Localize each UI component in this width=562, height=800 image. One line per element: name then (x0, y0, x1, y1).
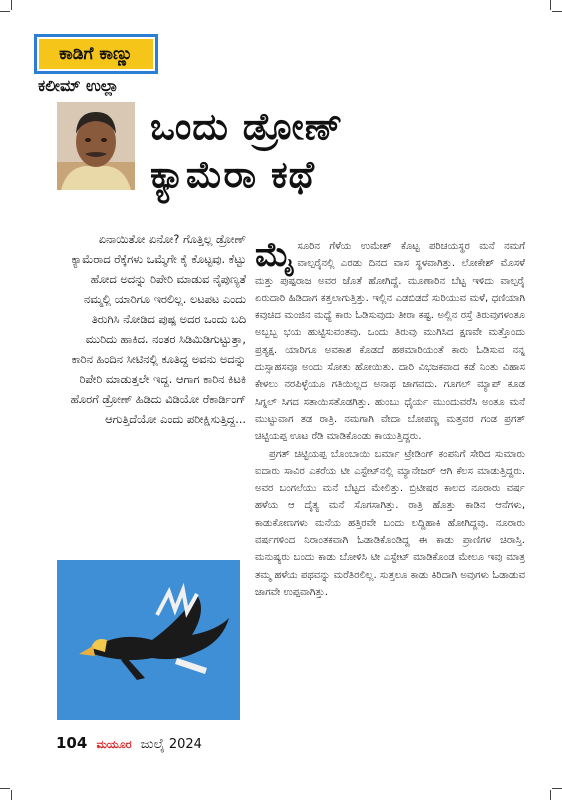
body-paragraph: ಪ್ರಗತ್ ಚಿಟ್ಟಿಯಪ್ಪ ಬೊಂಬಾಯಿ ಬರ್ಮಾ ಟ್ರೇಡಿಂಗ್ ಕಂಪನಿಗೆ ಸೇರಿದ ಸುಮಾರು ಐದಾರು ಸಾವಿರ ಎಕರೆಯ ಟೀ ಎಸ್ಟೇಟ್‌ನಲ್ಲಿ ಮ್ಯಾನೇಜರ್ ಆಗಿ ಕೆಲಸ ಮಾಡುತ್ತಿದ್ದರು. ಅವರ ಬಂಗಲೆಯು ಮನೆ ಬೆಟ್ಟದ ಮೇಲಿತ್ತು. ಬ್ರಿಟೀಷರ ಕಾಲದ ನೂರಾರು ವರ್ಷ ಹಳೆಯ ಆ ದೈತ್ಯ ಮನೆ ಸೊಗಸಾಗಿತ್ತು. ರಾತ್ರಿ ಹೊತ್ತು ಕಾಡಿನ ಆನೆಗಳು, ಕಾಡುಕೋಣಗಳು ಮನೆಯ ಹತ್ತಿರವೇ ಬಂದು ಲದ್ದಿಹಾಕಿ ಹೋಗಿದ್ದವು. ನೂರಾರು ವರ್ಷಗಳಿಂದ ನಿರಾಂತಕವಾಗಿ ಓಡಾಡಿಕೊಂಡಿದ್ದ ಈ ಕಾಡು ಪ್ರಾಣಿಗಳ ಚಿರಾಸ್ತಿ. ಮನುಷ್ಯರು ಬಂದು ಕಾಡು ಬೋಳಿಸಿ ಟೀ ಎಸ್ಟೇಟ್ ಮಾಡಿಕೊಂಡ ಮೇಲೂ ಇವು ಮಾತ್ರ ತಮ್ಮ ಹಳೆಯ ಪಥವನ್ನು ಮರೆತಿರಲಿಲ್ಲ. ಸುತ್ತಲೂ ಕಾಡು ಕಿರಿದಾಗಿ ಅವುಗಳು ಓಡಾಡುವ ಜಾಗವೇ ಉಪ್ಪವಾಗಿತ್ತು. (255, 448, 525, 598)
hornbill-photo (57, 560, 240, 720)
column-tag-label: ಕಾಡಿಗೆ ಕಾಣ್ಣು (59, 44, 133, 64)
crop-mark (0, 788, 10, 789)
author-name: ಕಲೀಮ್ ಉಲ್ಲಾ (38, 76, 119, 95)
page-number: 104 (56, 734, 88, 752)
drop-cap: ಮೈ (255, 235, 295, 275)
crop-mark (550, 0, 551, 10)
article-body (255, 235, 525, 601)
magazine-name: ಮಯೂರ (96, 738, 132, 751)
article-title (150, 102, 530, 198)
page-footer (56, 734, 202, 752)
crop-mark (552, 788, 562, 789)
body-paragraph-1-text: ಸೂರಿನ ಗೆಳೆಯ ಉಮೇಶ್ ಕೊಟ್ಟ ಪರಿಚಯಸ್ಥರ ಮನೆ ನಮಗೆ ವಾಲ್ಪರೈನಲ್ಲಿ ಎರಡು ದಿನದ ವಾಸ ಸ್ಥಳವಾಗಿತ್ತು. ಲೋಕೇಶ್ ಮೊಸಳೆ ಮತ್ತು ಪುಷ್ಪರಾಜ ಅವರ ಜೊತೆ ಹೋಗಿದ್ದೆ. ಮೂಣಾರಿನ ಬೆಟ್ಟ ಇಳಿದು ವಾಲ್ಪರೈ ಏರುದಾರಿ ಹಿಡಿದಾಗ ಕತ್ತಲಾಗುತ್ತಿತ್ತು. ಇಲ್ಲಿನ ಎಡಬಿಡದೆ ಸುರಿಯುವ ಮಳೆ, ಧಣಿಯಾಗಿ ಕವುಚಿದ ಮಂಜಿನ ಮಧ್ಯೆ ಕಾರು ಓಡಿಸುವುದು ತೀರಾ ಕಷ್ಟ. ಅಲ್ಲಿನ ರಸ್ತೆ ತಿರುವುಗಳಂತೂ ಅಬ್ಬಬ್ಬ ಭಯ ಹುಟ್ಟಿಸುವಂತವು. ಒಂದು ತಿರುವು ಮುಗಿಸಿದ ಕ್ಷಣವೇ ಮತ್ತೊಂದು ಪ್ರತ್ಯಕ್ಷ. ಯಾರಿಗೂ ಅವಕಾಶ ಕೊಡದೆ ಹಠಮಾರಿಯಂತೆ ಕಾರು ಓಡಿಸುವ ನನ್ನ ದುಸ್ಸಾಹಸವೂ ಅಂದು ಸೋತು ಹೋಯಿತು. ದಾರಿ ವಿಭಜಕವಾದ ಕಡೆ ನಿಂತು ವಿಹಾಸ ಕೇಳಲು ನರಪಿಳ್ಳೆಯೂ ಗತಿಯಿಲ್ಲದ ಅನಾಥ ಜಾಗವದು. ಗೂಗಲ್ ಮ್ಯಾಪ್ ಕೂಡ ಸಿಗ್ನಲ್ ಸಿಗದ ಸತಾಯಿಸತೊಡಗಿತ್ತು. ಹುಂಬು ಧೈರ್ಯ ಮುಂದುವರೆಸಿ ಅಂತೂ ಮನೆ ಮುಟ್ಟುವಾಗ ತಡ ರಾತ್ರಿ. ನಮಗಾಗಿ ವೇದಾ ಬೋಪಣ್ಣ ಮತ್ತವರ ಗಂಡ ಪ್ರಗತ್ ಚಿಟ್ಟಿಯಪ್ಪ ಊಟ ರೆಡಿ ಮಾಡಿಕೊಂಡು ಕಾಯುತ್ತಿದ್ದರು. (255, 241, 525, 443)
crop-mark (11, 790, 12, 800)
crop-mark (550, 790, 551, 800)
pull-quote: ಏನಾಯಿತೋ ಏನೋ? ಗೊತ್ತಿಲ್ಲ ಡ್ರೋಣ್ ಕ್ಯಾಮೆರಾದ ರೆಕ್ಕೆಗಳು ಒಮ್ಮೆಗೇ ಕೈ ಕೊಟ್ಟವು. ಕೆಟ್ಟು ಹೋದ ಅದನ್ನು ರಿಪೇರಿ ಮಾಡುವ ನೈಪುಣ್ಯತೆ ನಮ್ಮಲ್ಲಿ ಯಾರಿಗೂ ಇರಲಿಲ್ಲ. ಲಟಪಟ ಎಂದು ತಿರುಗಿಸಿ ನೋಡಿದ ಪುಷ್ಪ ಅದರ ಒಂದು ಬದಿ ಮುರಿದು ಹಾಕಿದ. ನಂತರ ಸಿಡಿಮಿಡಿಗುಟ್ಟುತ್ತಾ, ಕಾರಿನ ಹಿಂದಿನ ಸೀಟಿನಲ್ಲಿ ಕೂತಿದ್ದ ಅವನು ಅದನ್ನು ರಿಪೇರಿ ಮಾಡುತ್ತಲೇ ಇದ್ದ. ಆಗಾಗ ಕಾರಿನ ಕಿಟಕಿ ಹೊರಗೆ ಡ್ರೋಣ್ ಹಿಡಿದು ವಿಡಿಯೋ ರೆಕಾರ್ಡಿಂಗ್ ಆಗುತ್ತಿದೆಯೋ ಎಂದು ಪರೀಕ್ಷಿಸುತ್ತಿದ್ದ... (70, 233, 246, 426)
author-photo (57, 102, 135, 190)
crop-mark (552, 11, 562, 12)
crop-mark (11, 0, 12, 10)
column-tag (34, 34, 158, 74)
issue-date: ಜುಲೈ 2024 (140, 737, 202, 752)
title-line-1: ಒಂದು ಡ್ರೋಣ್ (150, 104, 344, 148)
crop-mark (0, 11, 10, 12)
title-line-2: ಕ್ಯಾಮೆರಾ ಕಥೆ (150, 152, 316, 196)
body-paragraph (255, 235, 525, 446)
